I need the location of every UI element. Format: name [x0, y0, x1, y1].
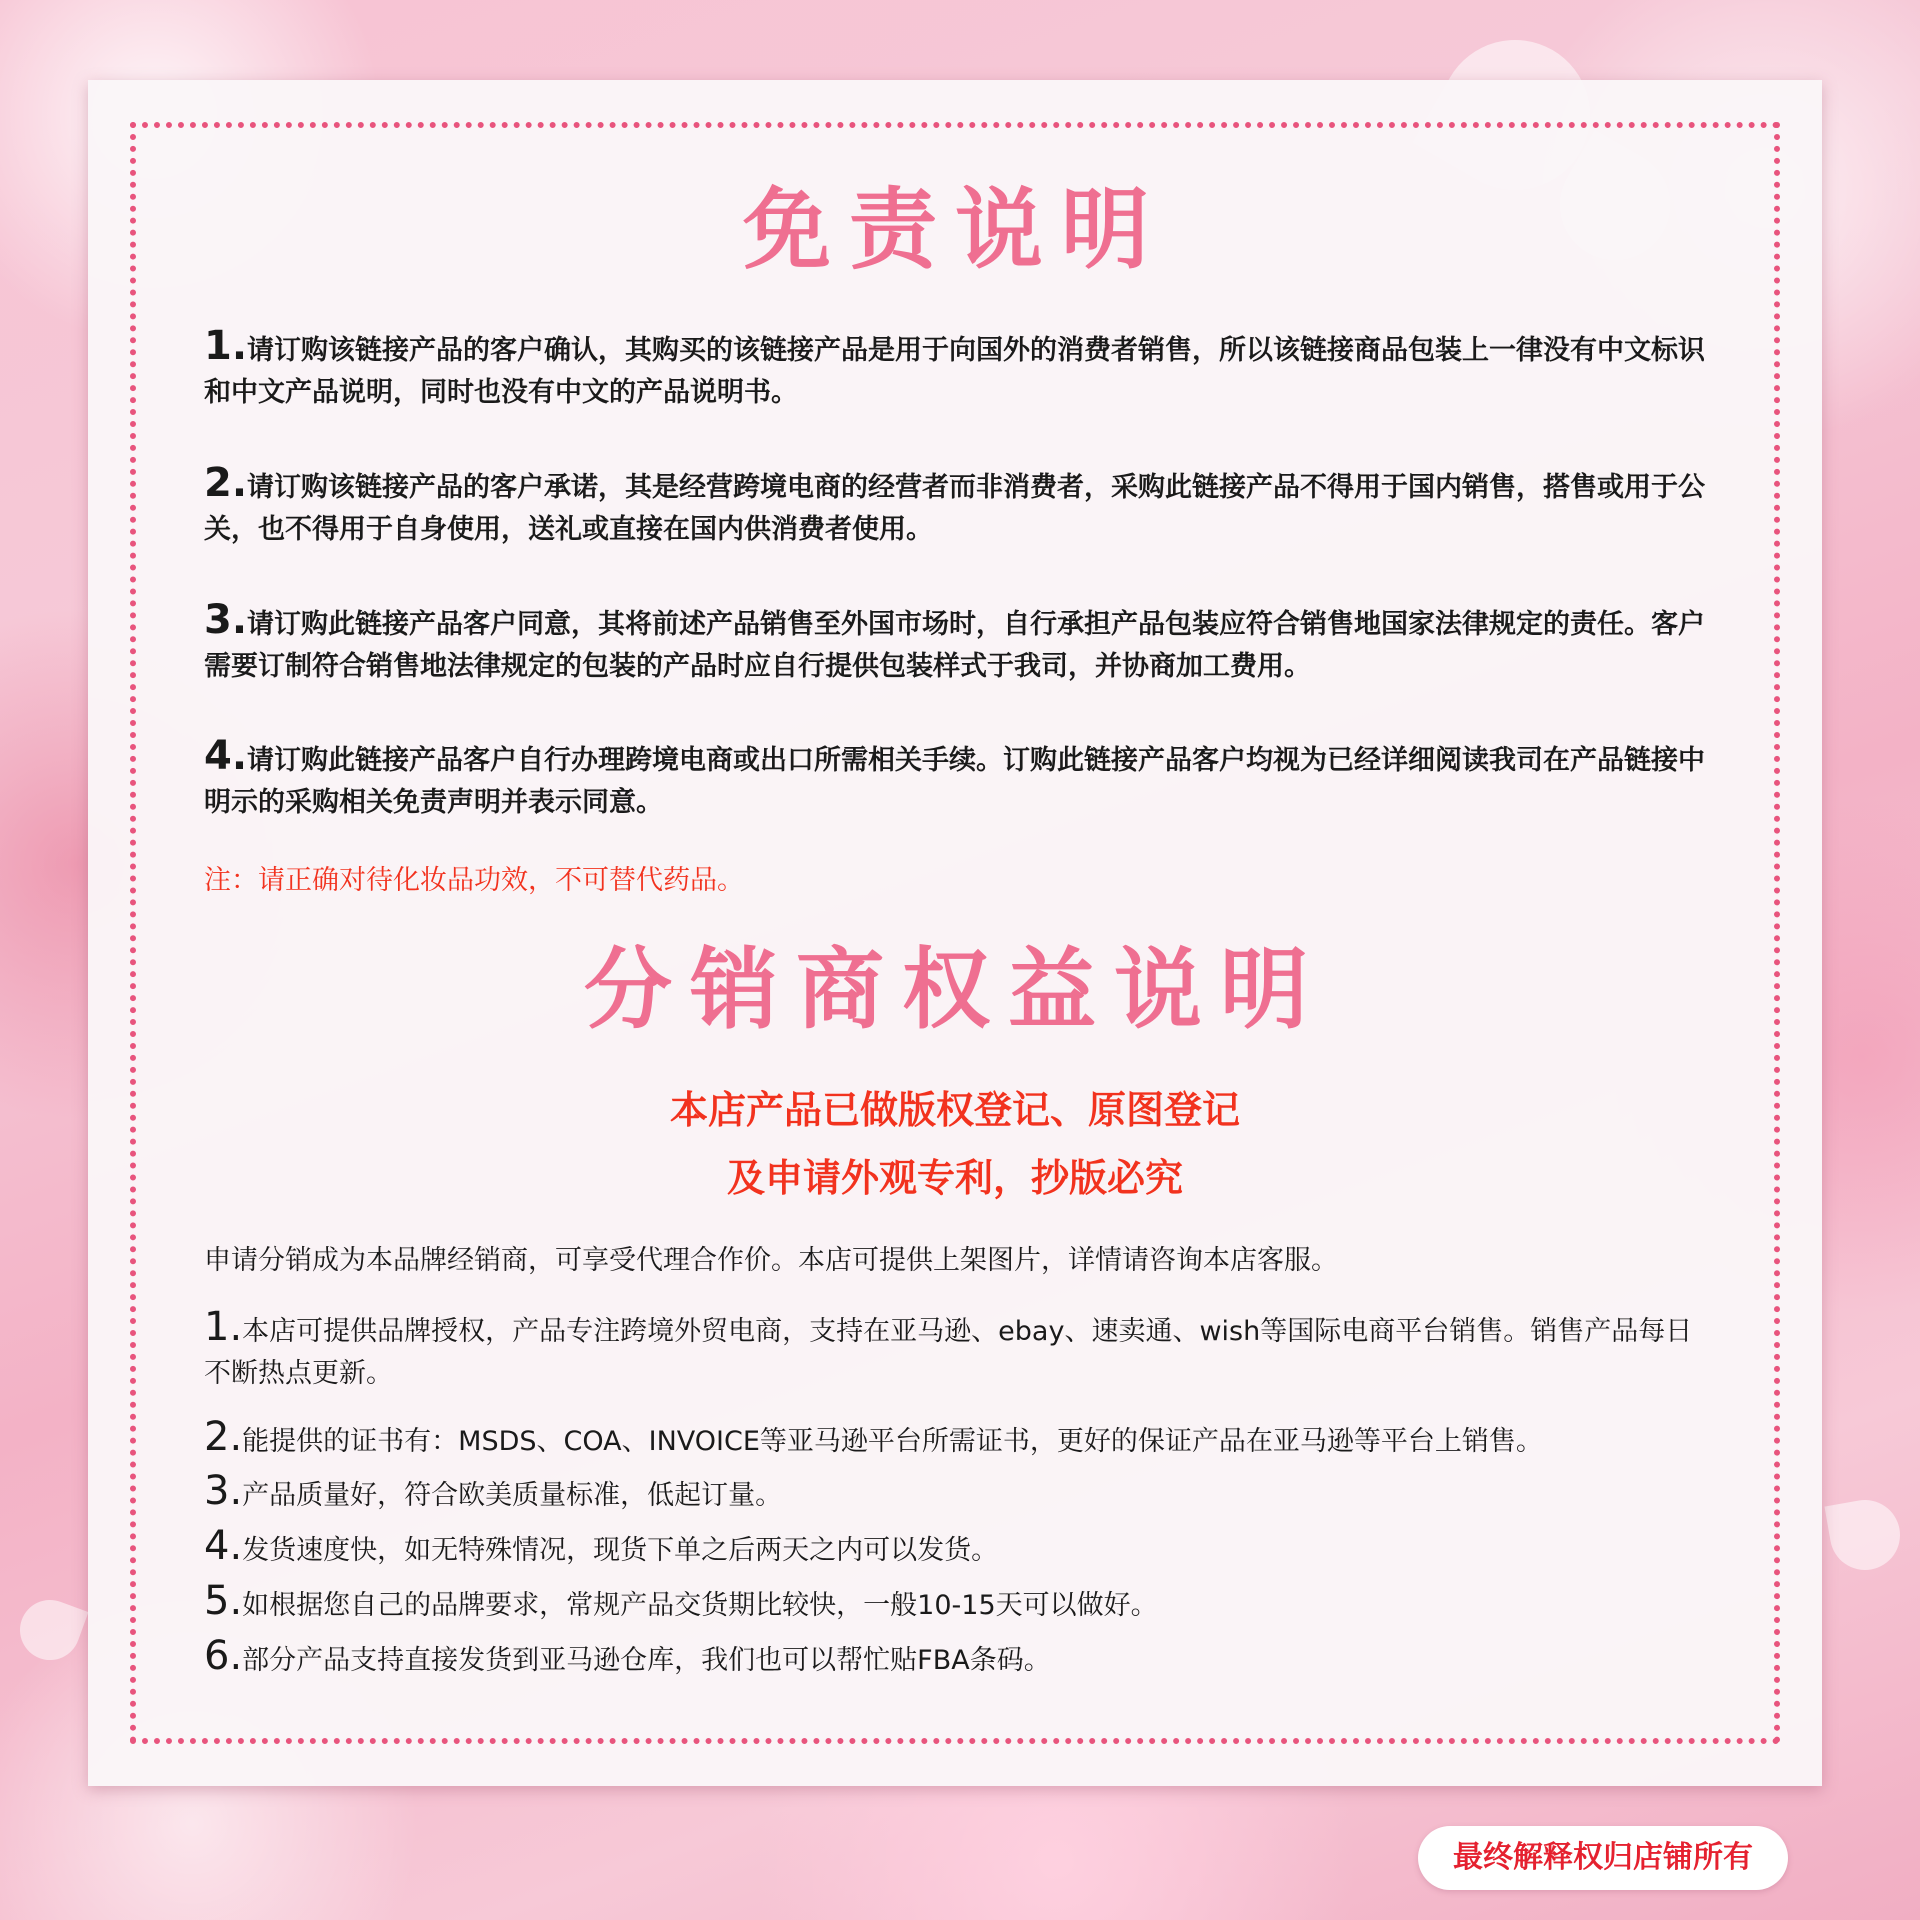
- disclaimer-clause: [204, 735, 1712, 824]
- notice-card: [88, 80, 1822, 1786]
- clause-number: 4.: [204, 733, 248, 779]
- cosmetics-note: 注：请正确对待化妆品功效，不可替代药品。: [204, 865, 744, 896]
- benefit-text: 能提供的证书有：MSDS、COA、INVOICE等亚马逊平台所需证书，更好的保证产品在亚马逊等平台上销售。: [242, 1426, 1543, 1457]
- background-petal-decoration: [1824, 1494, 1905, 1575]
- clause-text: 请订购该链接产品的客户承诺，其是经营跨境电商的经营者而非消费者，采购此链接产品不得用于国内销售，搭售或用于公关，也不得用于自身使用，送礼或直接在国内供消费者使用。: [204, 472, 1706, 545]
- disclaimer-clause: [204, 325, 1712, 414]
- benefit-number: 2.: [204, 1414, 243, 1460]
- benefit-text: 本店可提供品牌授权，产品专注跨境外贸电商，支持在亚马逊、ebay、速卖通、wish等国际电商平台销售。销售产品每日不断热点更新。: [204, 1316, 1693, 1389]
- benefit-text: 部分产品支持直接发货到亚马逊仓库，我们也可以帮忙贴FBA条码。: [242, 1645, 1051, 1676]
- disclaimer-clause: [204, 599, 1712, 688]
- benefit-text: 发货速度快，如无特殊情况，现货下单之后两天之内可以发货。: [242, 1535, 999, 1566]
- benefit-number: 6.: [204, 1633, 243, 1679]
- distributor-intro: 申请分销成为本品牌经销商，可享受代理合作价。本店可提供上架图片，详情请咨询本店客服。: [204, 1245, 1338, 1276]
- benefit-number: 4.: [204, 1523, 243, 1569]
- clause-number: 2.: [204, 460, 248, 506]
- benefit-item: [204, 1580, 1712, 1627]
- benefit-item: [204, 1416, 1712, 1463]
- benefit-item: [204, 1470, 1712, 1517]
- benefit-item: [204, 1306, 1712, 1395]
- benefit-item: [204, 1525, 1712, 1572]
- disclaimer-clause: [204, 462, 1712, 551]
- clause-text: 请订购此链接产品客户自行办理跨境电商或出口所需相关手续。订购此链接产品客户均视为已经详细阅读我司在产品链接中明示的采购相关免责声明并表示同意。: [204, 745, 1706, 818]
- clause-text: 请订购此链接产品客户同意，其将前述产品销售至外国市场时，自行承担产品包装应符合销售地国家法律规定的责任。客户需要订制符合销售地法律规定的包装的产品时应自行提供包装样式于我司，并协商加工费用。: [204, 609, 1706, 682]
- benefit-text: 如根据您自己的品牌要求，常规产品交货期比较快，一般10-15天可以做好。: [242, 1590, 1158, 1621]
- distributor-title: 分销商权益说明: [583, 938, 1326, 1041]
- clause-number: 3.: [204, 597, 248, 643]
- clause-text: 请订购该链接产品的客户确认，其购买的该链接产品是用于向国外的消费者销售，所以该链接商品包装上一律没有中文标识和中文产品说明，同时也没有中文的产品说明书。: [204, 335, 1706, 408]
- clause-number: 1.: [204, 323, 248, 369]
- disclaimer-title: 免责说明: [742, 178, 1167, 281]
- benefit-text: 产品质量好，符合欧美质量标准，低起订量。: [242, 1480, 783, 1511]
- benefit-number: 3.: [204, 1468, 243, 1514]
- benefit-item: [204, 1635, 1712, 1682]
- final-interpretation-badge: 最终解释权归店铺所有: [1418, 1826, 1788, 1890]
- benefit-number: 5.: [204, 1578, 243, 1624]
- copyright-notice-line: 及申请外观专利，抄版必究: [726, 1156, 1183, 1200]
- copyright-notice-line: 本店产品已做版权登记、原图登记: [669, 1088, 1240, 1132]
- background-petal-decoration: [12, 1592, 89, 1669]
- benefit-number: 1.: [204, 1304, 243, 1350]
